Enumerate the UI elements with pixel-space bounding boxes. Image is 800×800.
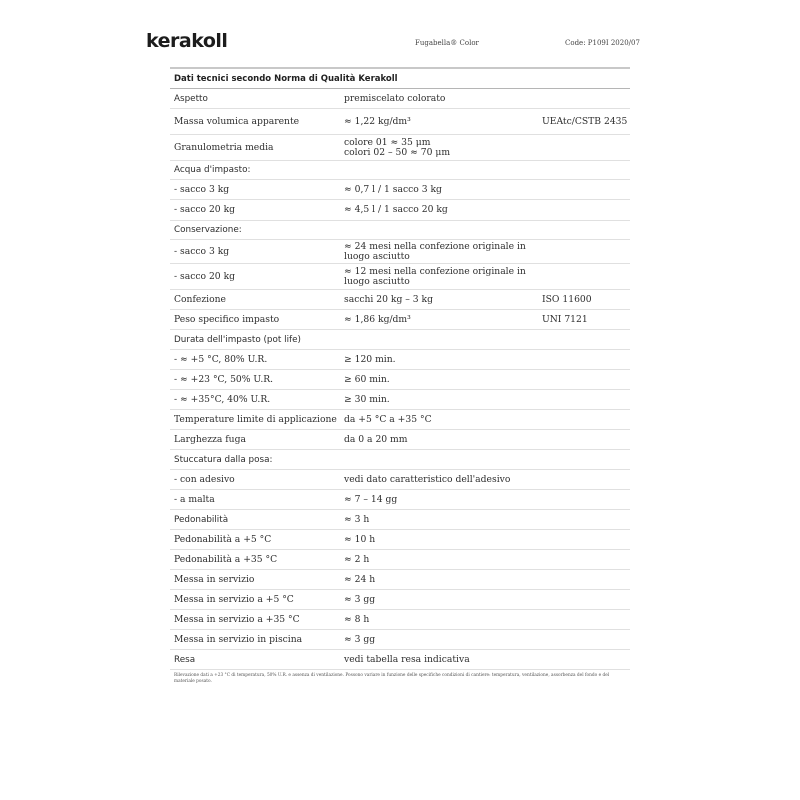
row-label: Pedonabilità a +5 °C <box>174 533 272 545</box>
row-reference <box>542 630 628 649</box>
row-label: Messa in servizio a +5 °C <box>174 593 294 605</box>
row-label: Messa in servizio <box>174 573 255 585</box>
row-value: ≥ 120 min. <box>344 353 396 365</box>
row-label: - ≈ +35°C, 40% U.R. <box>174 393 271 405</box>
table-row <box>170 350 630 370</box>
table-row <box>170 390 630 410</box>
row-label: - sacco 20 kg <box>174 270 236 282</box>
row-reference <box>542 510 628 529</box>
row-reference <box>542 390 628 409</box>
row-value: ≈ 8 h <box>344 613 370 625</box>
row-reference <box>542 350 628 369</box>
row-reference <box>542 450 628 469</box>
table-row <box>170 490 630 510</box>
row-reference <box>542 550 628 569</box>
row-label: Conservazione: <box>174 225 242 235</box>
row-value: colore 01 ≈ 35 μm colori 02 – 50 ≈ 70 μm <box>344 136 451 158</box>
row-value <box>344 161 534 179</box>
row-value: ≈ 2 h <box>344 553 370 565</box>
table-row <box>170 330 630 350</box>
table-row <box>170 590 630 610</box>
document-code: Code: P109I 2020/07 <box>565 39 640 47</box>
row-label: Pedonabilità <box>174 514 229 525</box>
row-value: ≈ 1,22 kg/dm³ <box>344 115 411 127</box>
table-row <box>170 221 630 240</box>
row-label: - con adesivo <box>174 473 235 485</box>
row-label: Durata dell'impasto (pot life) <box>174 334 301 345</box>
table-row <box>170 200 630 221</box>
row-reference <box>542 89 628 108</box>
row-label: Stuccatura dalla posa: <box>174 454 273 465</box>
row-reference <box>542 410 628 429</box>
row-reference <box>542 570 628 589</box>
row-value <box>344 330 534 349</box>
table-row <box>170 370 630 390</box>
row-label: Massa volumica apparente <box>174 115 300 127</box>
row-value <box>344 450 534 469</box>
row-value: ≈ 4,5 l / 1 sacco 20 kg <box>344 204 448 215</box>
table-title: Dati tecnici secondo Norma di Qualità Kerakoll <box>174 74 398 84</box>
table-row <box>170 135 630 161</box>
table-row <box>170 240 630 264</box>
header-divider <box>170 67 630 69</box>
table-row <box>170 290 630 310</box>
row-value: ≈ 3 gg <box>344 633 376 645</box>
table-row <box>170 610 630 630</box>
table-row <box>170 109 630 135</box>
row-reference <box>542 264 628 289</box>
table-row <box>170 310 630 330</box>
row-value: ≥ 60 min. <box>344 373 390 385</box>
table-row <box>170 650 630 670</box>
row-label: Messa in servizio in piscina <box>174 633 303 645</box>
row-label: Pedonabilità a +35 °C <box>174 553 278 565</box>
row-reference <box>542 221 628 239</box>
table-row <box>170 161 630 180</box>
row-value: ≈ 3 gg <box>344 593 376 605</box>
row-reference: UNI 7121 <box>542 313 588 325</box>
row-value: da 0 a 20 mm <box>344 433 408 445</box>
row-reference <box>542 530 628 549</box>
row-label: - a malta <box>174 493 215 505</box>
row-value: ≈ 24 mesi nella confezione originale in luogo asciutto <box>344 240 526 262</box>
row-reference <box>542 650 628 669</box>
row-label: Peso specifico impasto <box>174 313 280 325</box>
table-row <box>170 630 630 650</box>
row-reference: UEAtc/CSTB 2435 <box>542 115 628 127</box>
row-value: premiscelato colorato <box>344 92 446 104</box>
brand-logo: kerakoll <box>146 30 228 52</box>
row-label: Granulometria media <box>174 141 274 153</box>
row-label: Larghezza fuga <box>174 433 246 445</box>
row-value: sacchi 20 kg – 3 kg <box>344 293 433 305</box>
row-value: vedi tabella resa indicativa <box>344 653 470 665</box>
table-row <box>170 470 630 490</box>
row-label: - sacco 3 kg <box>174 183 230 195</box>
row-label: Confezione <box>174 293 226 305</box>
row-label: - sacco 3 kg <box>174 245 230 257</box>
row-reference <box>542 490 628 509</box>
row-label: - sacco 20 kg <box>174 204 236 215</box>
row-value: ≈ 12 mesi nella confezione originale in luogo asciutto <box>344 265 526 287</box>
row-label: Resa <box>174 654 196 665</box>
row-label: Acqua d'impasto: <box>174 165 251 175</box>
row-reference <box>542 590 628 609</box>
row-reference <box>542 470 628 489</box>
row-reference <box>542 610 628 629</box>
row-label: - ≈ +5 °C, 80% U.R. <box>174 353 268 365</box>
row-reference <box>542 161 628 179</box>
table-row <box>170 264 630 290</box>
row-value: ≈ 10 h <box>344 533 376 545</box>
table-row <box>170 450 630 470</box>
row-reference: ISO 11600 <box>542 293 592 305</box>
row-label: Aspetto <box>174 93 208 104</box>
table-row <box>170 430 630 450</box>
row-value: ≥ 30 min. <box>344 393 390 405</box>
table-row <box>170 180 630 200</box>
row-reference <box>542 200 628 220</box>
row-reference <box>542 240 628 263</box>
row-value: ≈ 7 – 14 gg <box>344 493 398 505</box>
row-reference <box>542 135 628 160</box>
row-reference <box>542 430 628 449</box>
row-label: - ≈ +23 °C, 50% U.R. <box>174 373 274 385</box>
footnote: Rilevazione dati a +23 °C di temperatura, 50% U.R. e assenza di ventilazione. Possono variare in funzione delle specifiche condizioni di cantiere: temperatura, ventilazione, assorbenza del fondo e del materiale posato. <box>174 673 610 684</box>
product-name: Fugabella® Color <box>415 39 479 47</box>
table-row <box>170 89 630 109</box>
row-value <box>344 221 534 239</box>
row-label: Temperature limite di applicazione <box>174 413 337 425</box>
row-value: ≈ 3 h <box>344 513 370 525</box>
row-reference <box>542 330 628 349</box>
row-label: Messa in servizio a +35 °C <box>174 613 300 625</box>
row-reference <box>542 180 628 199</box>
row-value: vedi dato caratteristico dell'adesivo <box>344 473 511 485</box>
row-reference <box>542 370 628 389</box>
table-row <box>170 550 630 570</box>
row-value: ≈ 24 h <box>344 573 376 585</box>
table-row <box>170 410 630 430</box>
table-row <box>170 530 630 550</box>
table-row <box>170 510 630 530</box>
row-value: ≈ 0,7 l / 1 sacco 3 kg <box>344 183 442 195</box>
table-row <box>170 570 630 590</box>
row-value: da +5 °C a +35 °C <box>344 413 432 425</box>
row-value: ≈ 1,86 kg/dm³ <box>344 313 411 325</box>
